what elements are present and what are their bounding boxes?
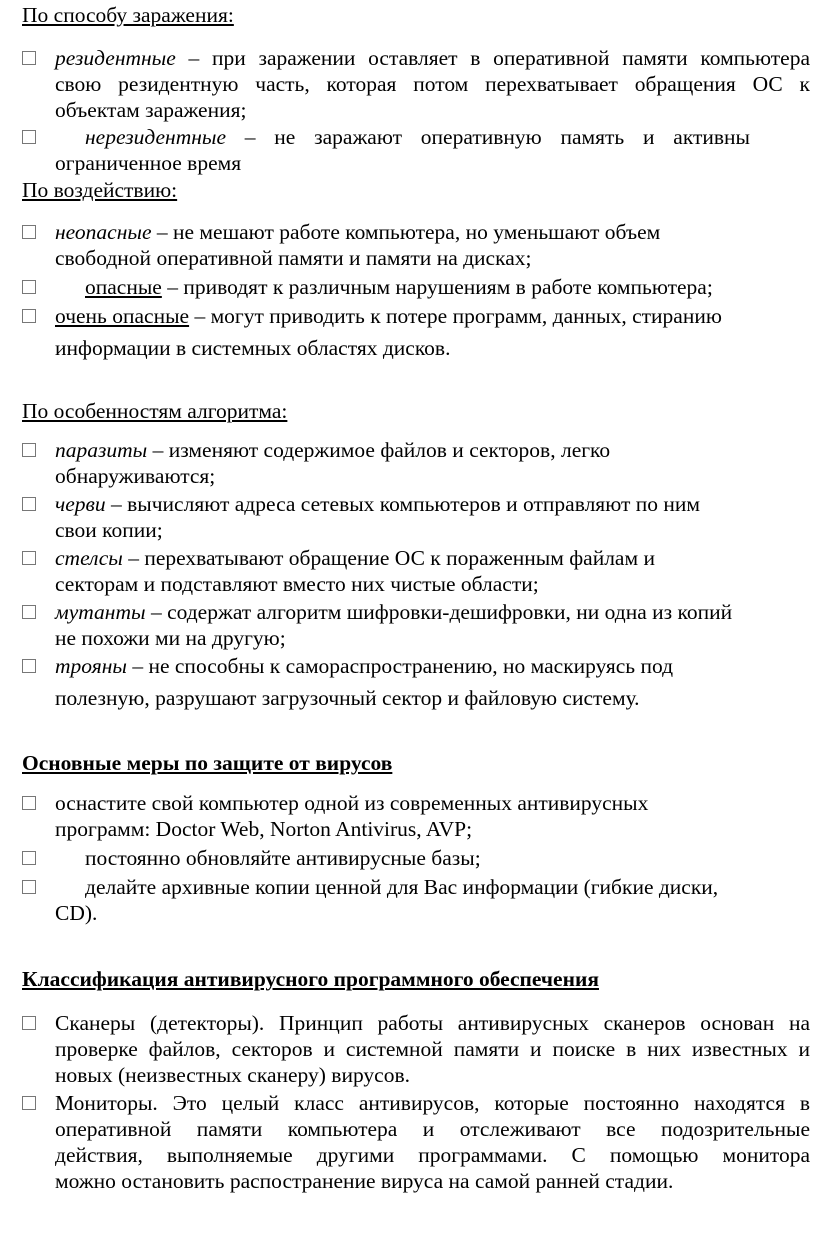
checkbox-bullet-icon [22,605,36,619]
heading-impact: По воздействию: [22,178,178,202]
checkbox-bullet-icon [22,880,36,894]
checkbox-bullet-icon [22,659,36,673]
heading-infection-method: По способу заражения: [22,3,234,27]
term: очень опасные [55,304,190,328]
checkbox-bullet-icon [22,796,36,810]
term: паразиты [55,438,148,462]
checkbox-bullet-icon [22,443,36,457]
heading-protection-measures: Основные меры по защите от вирусов [22,751,393,775]
checkbox-bullet-icon [22,51,36,65]
checkbox-bullet-icon [22,1016,36,1030]
checkbox-bullet-icon [22,497,36,511]
checkbox-bullet-icon [22,130,36,144]
term: стелсы [55,546,123,570]
checkbox-bullet-icon [22,309,36,323]
checkbox-bullet-icon [22,225,36,239]
term: резидентные [55,46,176,70]
term: опасные [85,275,162,299]
checkbox-bullet-icon [22,551,36,565]
term: неопасные [55,220,152,244]
term: мутанты [55,600,146,624]
term: черви [55,492,106,516]
checkbox-bullet-icon [22,280,36,294]
checkbox-bullet-icon [22,1096,36,1110]
checkbox-bullet-icon [22,851,36,865]
heading-algorithm: По особенностям алгоритма: [22,399,288,423]
term: нерезидентные [85,125,226,149]
heading-antivirus-classification: Классификация антивирусного программного обеспечения [22,967,599,991]
term: трояны [55,654,127,678]
